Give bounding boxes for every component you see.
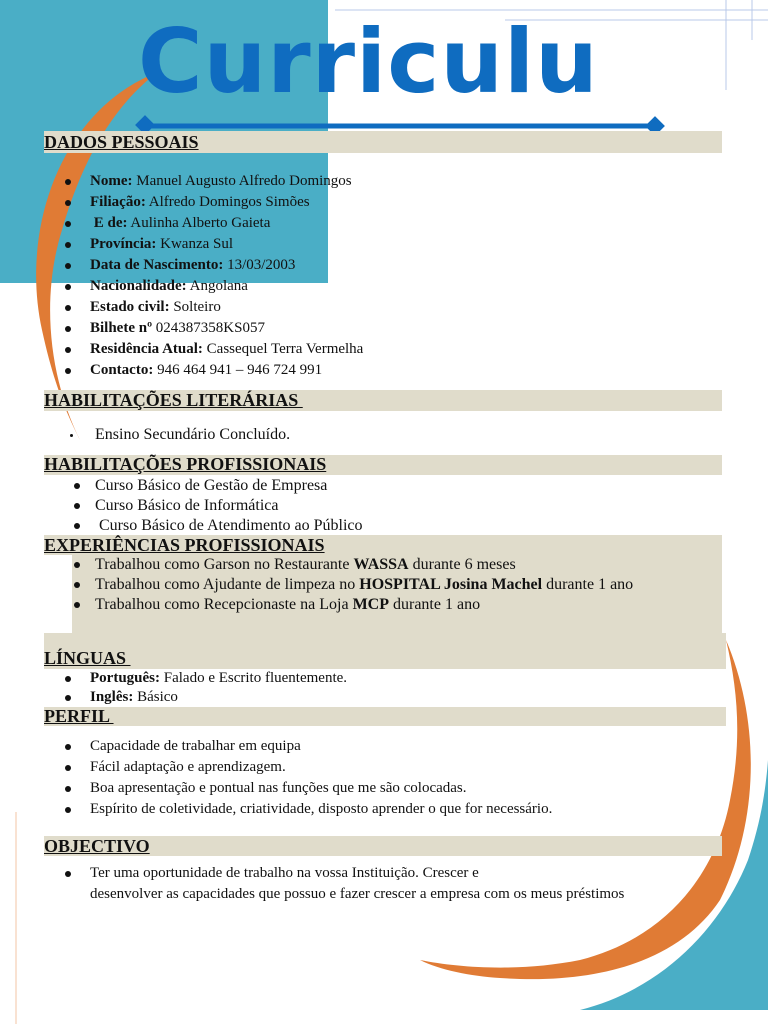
list-objectivo xyxy=(44,863,479,884)
heading-objectivo: OBJECTIVO xyxy=(44,836,150,856)
section-band-perfil xyxy=(44,707,726,726)
list-item: Curso Básico de Atendimento ao Público xyxy=(72,516,363,536)
list-item: Filiação: Alfredo Domingos Simões xyxy=(44,192,363,213)
list-item: Província: Kwanza Sul xyxy=(44,234,363,255)
list-habilitacoes-profissionais xyxy=(72,476,363,536)
list-item: Nome: Manuel Augusto Alfredo Domingos xyxy=(44,171,363,192)
list-item: Residência Atual: Cassequel Terra Vermelha xyxy=(44,339,363,360)
list-item: E de: Aulinha Alberto Gaieta xyxy=(44,213,363,234)
list-item: Boa apresentação e pontual nas funções que me são colocadas. xyxy=(44,778,552,799)
heading-perfil: PERFIL xyxy=(44,706,114,726)
list-item: Ensino Secundário Concluído. xyxy=(66,425,290,445)
list-perfil xyxy=(44,736,552,820)
objectivo-line-2: desenvolver as capacidades que possuo e fazer crescer a empresa com os meus préstimos xyxy=(90,886,625,902)
heading-habilitacoes-literarias: HABILITAÇÕES LITERÁRIAS xyxy=(44,390,303,410)
heading-linguas: LÍNGUAS xyxy=(44,648,131,668)
heading-dados-pessoais: DADOS PESSOAIS xyxy=(44,132,199,152)
list-item: Curso Básico de Gestão de Empresa xyxy=(72,476,363,496)
list-item: Estado civil: Solteiro xyxy=(44,297,363,318)
list-habilitacoes-literarias xyxy=(66,425,290,445)
heading-experiencias-profissionais: EXPERIÊNCIAS PROFISSIONAIS xyxy=(44,535,325,555)
list-item: Trabalhou como Ajudante de limpeza no HOSPITAL Josina Machel durante 1 ano xyxy=(72,575,633,595)
list-item: Inglês: Básico xyxy=(44,688,347,707)
list-item: Contacto: 946 464 941 – 946 724 991 xyxy=(44,360,363,381)
list-item: Português: Falado e Escrito fluentemente. xyxy=(44,669,347,688)
heading-habilitacoes-profissionais: HABILITAÇÕES PROFISSIONAIS xyxy=(44,454,327,474)
list-item: Ter uma oportunidade de trabalho na vossa Instituição. Crescer e xyxy=(44,863,479,884)
list-item: Curso Básico de Informática xyxy=(72,496,363,516)
list-experiencias xyxy=(72,555,633,615)
list-item: Bilhete nº 024387358KS057 xyxy=(44,318,363,339)
list-item: Trabalhou como Recepcionaste na Loja MCP durante 1 ano xyxy=(72,595,633,615)
list-item: Capacidade de trabalhar em equipa xyxy=(44,736,552,757)
section-band-linguas xyxy=(44,633,726,669)
list-item: Espírito de coletividade, criatividade, disposto aprender o que for necessário. xyxy=(44,799,552,820)
list-item: Fácil adaptação e aprendizagem. xyxy=(44,757,552,778)
page-title: Curriculu xyxy=(138,10,599,113)
list-linguas xyxy=(44,669,347,707)
list-dados-pessoais xyxy=(44,171,363,381)
list-item: Nacionalidade: Angolana xyxy=(44,276,363,297)
list-item: Data de Nascimento: 13/03/2003 xyxy=(44,255,363,276)
list-item: Trabalhou como Garson no Restaurante WASSA durante 6 meses xyxy=(72,555,633,575)
